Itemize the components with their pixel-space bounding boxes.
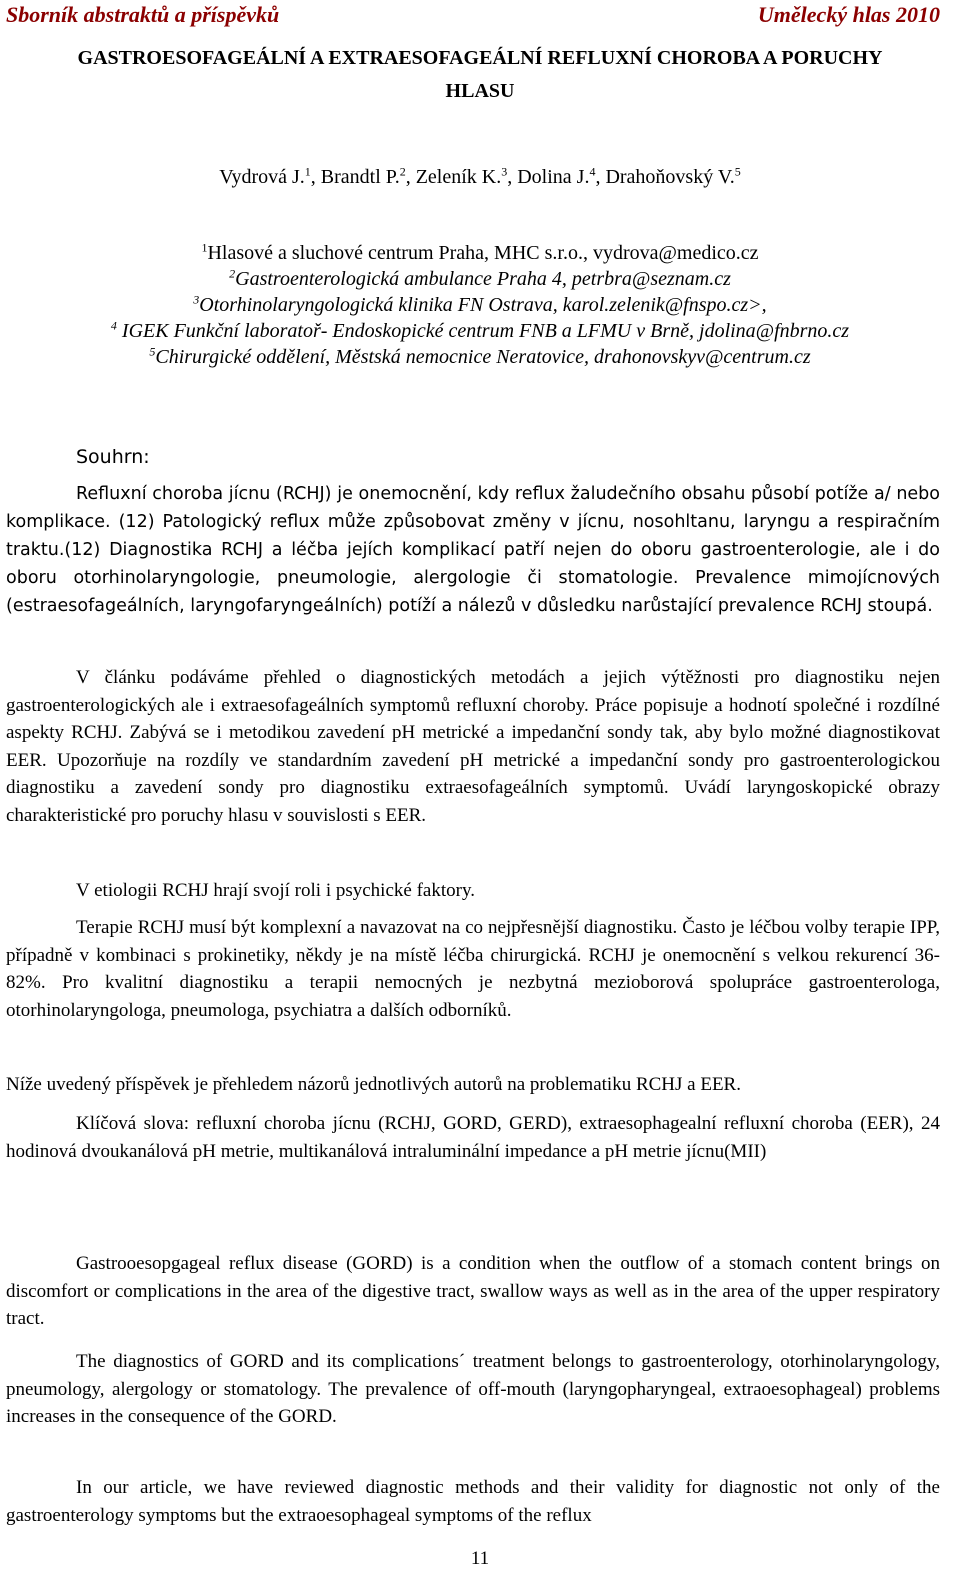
- author-1: Vydrová J.: [219, 166, 305, 188]
- affiliations: [0, 240, 960, 370]
- english-paragraph-1: Gastrooesopgageal reflux disease (GORD) is a condition when the outflow of a stomach content brings on discomfort or complications in the area of the digestive tract, swallow ways as well as in the area of the upper respiratory tract.: [6, 1253, 940, 1329]
- author-2: , Brandtl P.: [310, 166, 400, 188]
- english-paragraph-3: In our article, we have reviewed diagnostic methods and their validity for diagnostic not only of the gastroenterology symptoms but the extraoesophageal symptoms of the reflux: [6, 1477, 940, 1526]
- title-line-1: GASTROESOFAGEÁLNÍ A EXTRAESOFAGEÁLNÍ REFLUXNÍ CHOROBA A PORUCHY: [77, 47, 883, 69]
- title-line-2: HLASU: [445, 80, 515, 102]
- abstract-paragraph-4: Terapie RCHJ musí být komplexní a navazovat na co nejpřesnější diagnostiku. Často je léčbou volby terapie IPP, případně v kombinaci s prokinetiky, někdy je na místě léčba chirurgická. RCHJ je onemocnění s velkou rekurencí 36-82%. Pro kvalitní diagnostiku a terapii nemocných je nezbytná mezioborová spolupráce gastroenterologa, otorhinolaryngologa, pneumologa, psychiatra a dalších odborníků.: [6, 917, 940, 1021]
- abstract-paragraph-3: V etiologii RCHJ hrají svojí roli i psychické faktory.: [76, 880, 475, 901]
- author-2-sup: 2: [399, 164, 406, 179]
- author-4-sup: 4: [589, 164, 596, 179]
- author-3-sup: 3: [501, 164, 508, 179]
- author-5-sup: 5: [734, 164, 741, 179]
- affiliation-1: $^1$Hlasové a sluchové centrum Praha, MHC s.r.o., vydrova@medico.cz: [201, 240, 759, 264]
- abstract-paragraph-1: Refluxní choroba jícnu (RCHJ) je onemocnění, kdy reflux žaludečního obsahu působí potíže a/ nebo komplikace. (12) Patologický reflux může způsobovat změny v jícnu, nosohltanu, laryngu a respiračním traktu.(12) Diagnostika RCHJ a léčba jejích komplikací patří nejen do oboru gastroenterologie, ale i do oboru otorhinolaryngologie, pneumologie, alergologie či stomatologie. Prevalence mimojícnových (estraesofageálních, laryngofaryngeálních) potíží a nálezů v důsledku narůstající prevalence RCHJ stoupá.: [6, 484, 940, 616]
- affiliation-4: $^4$ IGEK Funkční laboratoř- Endoskopické centrum FNB a LFMU v Brně, jdolina@fnbrno.cz: [110, 318, 850, 342]
- author-1-sup: 1: [304, 164, 311, 179]
- author-5: , Drahoňovský V.: [595, 166, 735, 188]
- author-3: , Zeleník K.: [405, 166, 502, 188]
- header-left: Sborník abstraktů a příspěvků: [6, 2, 280, 27]
- running-header: [6, 0, 940, 32]
- affiliation-3: $^3$Otorhinolaryngologická klinika FN Ostrava, karol.zelenik@fnspo.cz>,: [193, 292, 767, 316]
- keywords-paragraph: Klíčová slova: refluxní choroba jícnu (RCHJ, GORD, GERD), extraesophagealní refluxní choroba (EER), 24 hodinová dvoukanálová pH metrie, multikanálová intraluminální impedance a pH metrie jícnu(MII): [6, 1113, 940, 1162]
- abstract-paragraph-2: V článku podáváme přehled o diagnostických metodách a jejich výtěžnosti pro diagnostiku nejen gastroenterologických ale i extraesofageálních symptomů refluxní choroby. Práce popisuje a hodnotí společné i rozdílné aspekty RCHJ. Zabývá se i metodikou zavedení pH metrické a impedanční sondy tak, aby bylo možné diagnostikovat EER. Upozorňuje na rozdíly ve standardním zavedení pH metrické a impedanční sondy pro gastroenterologickou diagnostiku a zavedení sondy pro diagnostiku extraesofageálních symptomů. Uvádí laryngoskopické obrazy charakteristické pro poruchy hlasu v souvislosti s EER.: [6, 667, 940, 826]
- affiliation-2: $^2$Gastroenterologická ambulance Praha 4, petrbra@seznam.cz: [229, 266, 731, 290]
- english-paragraph-2: The diagnostics of GORD and its complications´ treatment belongs to gastroenterology, otorhinolaryngology, pneumology, alergology or stomatology. The prevalence of off-mouth (laryngopharyngeal, extraoesophageal) problems increases in the consequence of the GORD.: [6, 1351, 940, 1427]
- page-number: 11: [470, 1548, 490, 1569]
- affiliation-5: $^5$Chirurgické oddělení, Městská nemocnice Neratovice, drahonovskyv@centrum.cz: [149, 344, 811, 368]
- header-right: Umělecký hlas 2010: [757, 2, 940, 27]
- paper-title: [0, 42, 960, 108]
- summary-label: Souhrn:: [76, 446, 150, 468]
- abstract-paragraph-5: Níže uvedený příspěvek je přehledem názorů jednotlivých autorů na problematiku RCHJ a EER.: [6, 1074, 741, 1095]
- author-4: , Dolina J.: [507, 166, 590, 188]
- author-list: [0, 166, 960, 189]
